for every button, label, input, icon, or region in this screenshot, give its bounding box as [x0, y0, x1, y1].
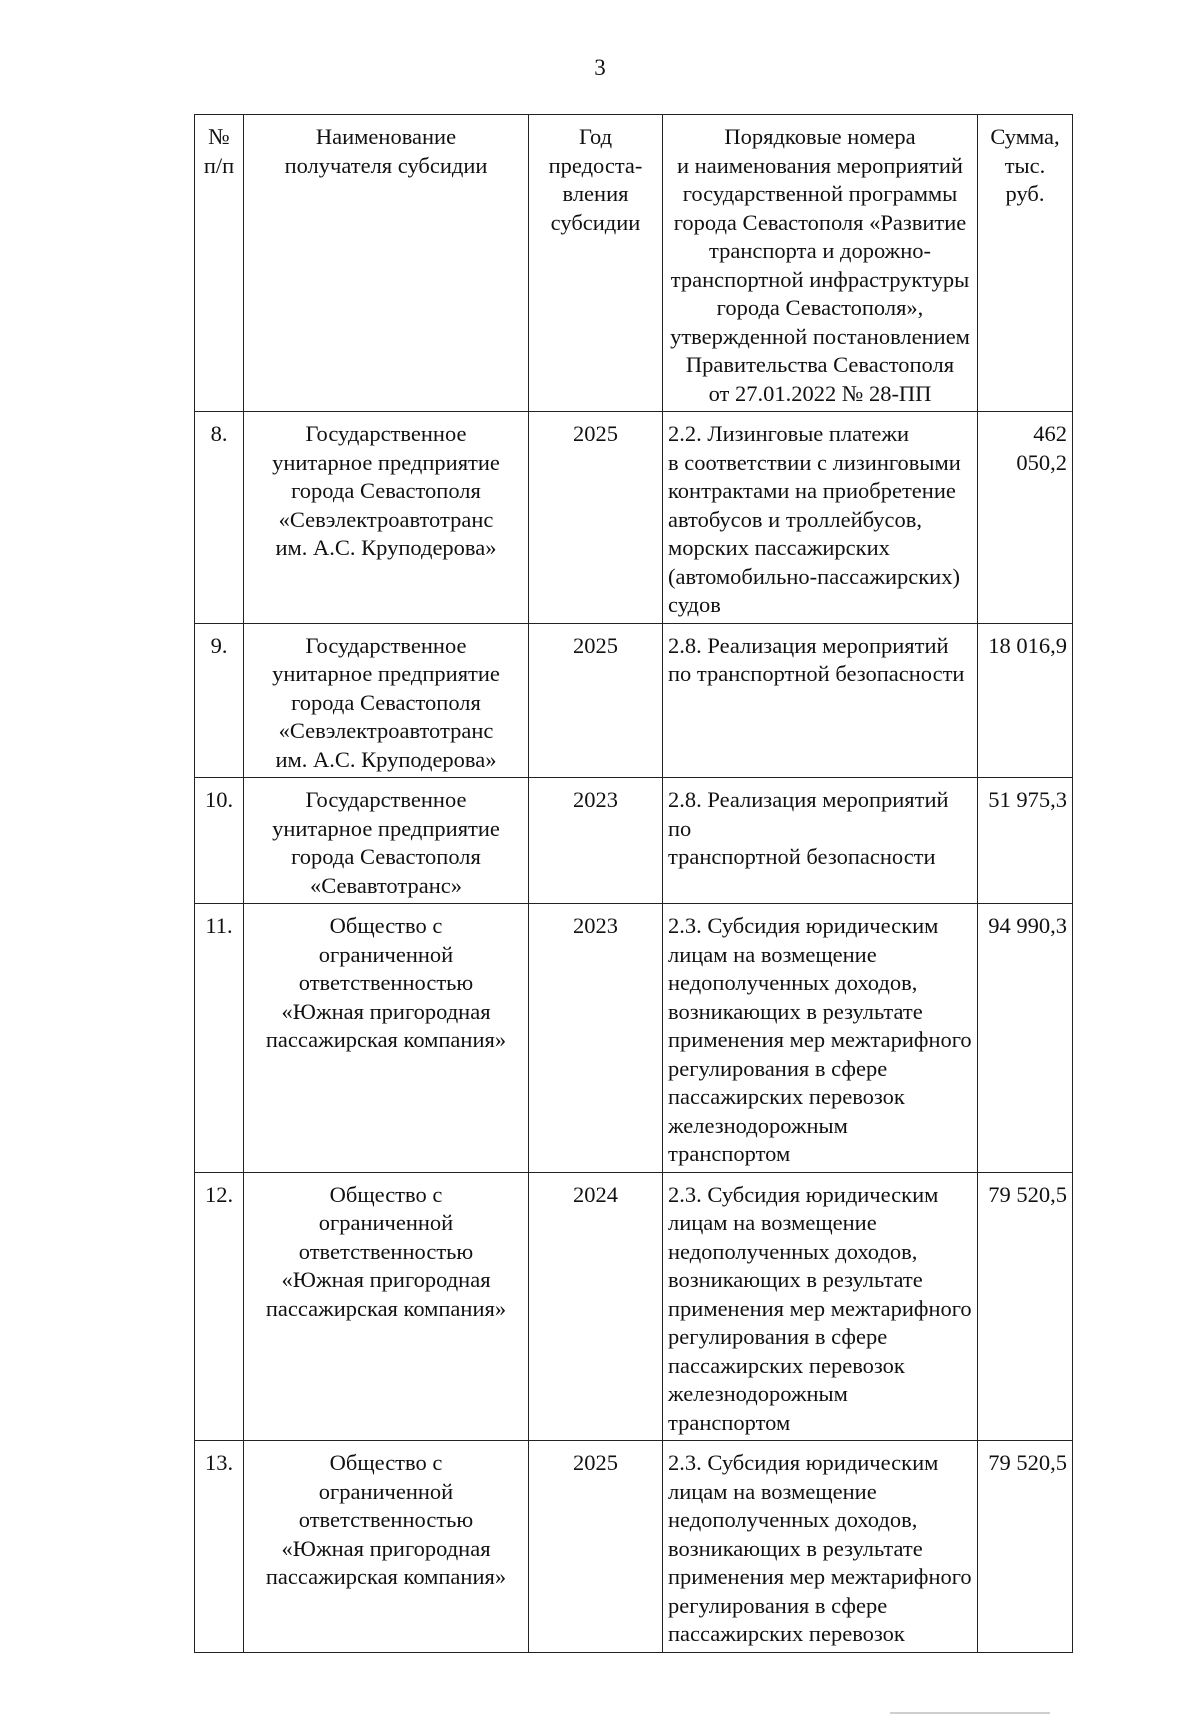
table-row: [195, 1172, 1073, 1441]
row-sum: 94 990,3: [978, 904, 1073, 1173]
header-year: Год предоста- вления субсидии: [529, 115, 663, 412]
row-sum: 18 016,9: [978, 623, 1073, 778]
row-recipient: Государственное унитарное предприятие города Севастополя «Севэлектроавтотранс им. А.С. Круподерова»: [244, 412, 529, 624]
row-num: 11.: [195, 904, 244, 1173]
row-num: 9.: [195, 623, 244, 778]
row-year: 2023: [529, 904, 663, 1173]
table-row: [195, 412, 1073, 624]
row-num: 10.: [195, 778, 244, 904]
table-row: [195, 904, 1073, 1173]
table-header-row: [195, 115, 1073, 412]
row-event: 2.3. Субсидия юридическим лицам на возмещение недополученных доходов, возникающих в результате применения мер межтарифного регулирования в сфере пассажирских перевозок железнодорожным транспортом: [663, 904, 978, 1173]
row-num: 12.: [195, 1172, 244, 1441]
table-row: [195, 778, 1073, 904]
row-year: 2025: [529, 623, 663, 778]
scan-edge-mark: [890, 1712, 1050, 1714]
row-event: 2.8. Реализация мероприятий по транспортной безопасности: [663, 778, 978, 904]
table-row: [195, 623, 1073, 778]
table-row: [195, 1441, 1073, 1653]
header-recipient: Наименование получателя субсидии: [244, 115, 529, 412]
row-year: 2025: [529, 1441, 663, 1653]
row-event: 2.3. Субсидия юридическим лицам на возмещение недополученных доходов, возникающих в результате применения мер межтарифного регулирования в сфере пассажирских перевозок железнодорожным транспортом: [663, 1172, 978, 1441]
header-num: № п/п: [195, 115, 244, 412]
row-recipient: Общество с ограниченной ответственностью «Южная пригородная пассажирская компания»: [244, 904, 529, 1173]
row-year: 2025: [529, 412, 663, 624]
row-year: 2024: [529, 1172, 663, 1441]
header-sum: Сумма, тыс. руб.: [978, 115, 1073, 412]
subsidy-table: [194, 114, 1073, 1653]
row-sum: 462 050,2: [978, 412, 1073, 624]
row-recipient: Государственное унитарное предприятие города Севастополя «Севавтотранс»: [244, 778, 529, 904]
row-num: 8.: [195, 412, 244, 624]
row-event: 2.8. Реализация мероприятий по транспортной безопасности: [663, 623, 978, 778]
page-number: 3: [594, 55, 606, 80]
row-sum: 79 520,5: [978, 1172, 1073, 1441]
row-sum: 51 975,3: [978, 778, 1073, 904]
row-sum: 79 520,5: [978, 1441, 1073, 1653]
row-year: 2023: [529, 778, 663, 904]
row-num: 13.: [195, 1441, 244, 1653]
row-recipient: Общество с ограниченной ответственностью «Южная пригородная пассажирская компания»: [244, 1441, 529, 1653]
row-event: 2.3. Субсидия юридическим лицам на возмещение недополученных доходов, возникающих в результате применения мер межтарифного регулирования в сфере пассажирских перевозок: [663, 1441, 978, 1653]
header-event: Порядковые номера и наименования мероприятий государственной программы города Севастополя «Развитие транспорта и дорожно- транспортной инфраструктуры города Севастополя», утвержденной постановлением Правительства Севастополя от 27.01.2022 № 28-ПП: [663, 115, 978, 412]
row-recipient: Общество с ограниченной ответственностью «Южная пригородная пассажирская компания»: [244, 1172, 529, 1441]
row-event: 2.2. Лизинговые платежи в соответствии с лизинговыми контрактами на приобретение автобусов и троллейбусов, морских пассажирских (автомобильно-пассажирских) судов: [663, 412, 978, 624]
row-recipient: Государственное унитарное предприятие города Севастополя «Севэлектроавтотранс им. А.С. Круподерова»: [244, 623, 529, 778]
